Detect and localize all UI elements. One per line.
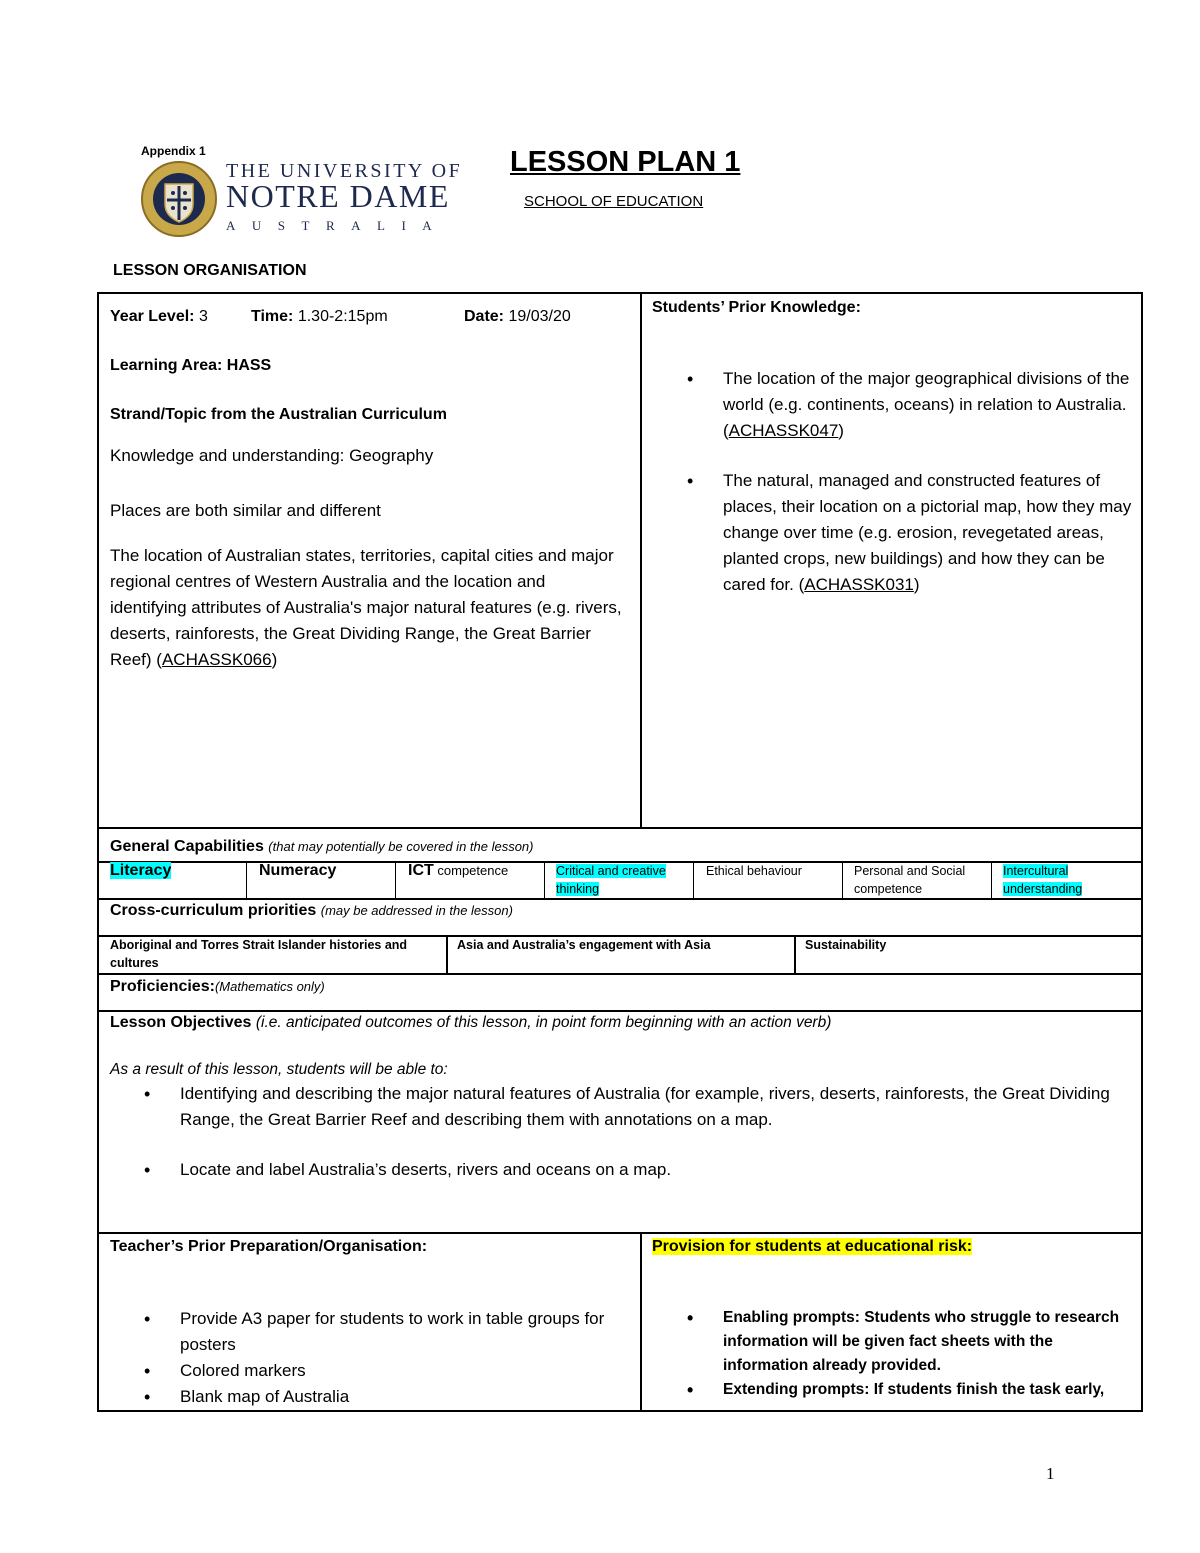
- capabilities-heading: General Capabilities: [110, 838, 264, 855]
- capability-label: Critical and creative thinking: [556, 864, 666, 896]
- section-heading: LESSON ORGANISATION: [113, 262, 307, 279]
- objectives-cell: [110, 1012, 1135, 1183]
- preparation-heading: Teacher’s Prior Preparation/Organisation:: [110, 1238, 428, 1255]
- priority-asia: Asia and Australia’s engagement with Asia: [457, 938, 711, 952]
- capability-ethical: [706, 862, 841, 880]
- time-label: Time:: [251, 308, 294, 325]
- objectives-heading-row: [110, 1012, 1135, 1034]
- preparation-item: • Blank map of Australia: [180, 1384, 620, 1410]
- capability-literacy: [110, 862, 245, 880]
- prior-knowledge-end: ): [913, 575, 920, 594]
- page-number: 1: [1046, 1464, 1055, 1483]
- capability-label-small: competence: [433, 863, 509, 878]
- places-statement: Places are both similar and different: [110, 501, 381, 520]
- capability-label: Intercultural understanding: [1003, 864, 1083, 896]
- capability-numeracy: [259, 862, 394, 880]
- cross-curriculum-heading: Cross-curriculum priorities: [110, 902, 317, 919]
- provision-item: • Extending prompts: If students finish the task early,: [723, 1378, 1135, 1402]
- capability-ict: [408, 862, 543, 880]
- capability-label: Numeracy: [259, 862, 337, 879]
- capability-label: Ethical behaviour: [706, 864, 802, 878]
- proficiencies-note: (Mathematics only): [214, 979, 325, 994]
- year-level-value: 3: [194, 308, 208, 325]
- appendix-label: Appendix 1: [141, 144, 206, 158]
- curriculum-code-link[interactable]: ACHASSK047: [728, 421, 839, 440]
- university-name-line2: NOTRE DAME: [226, 178, 450, 214]
- objective-item: • Locate and label Australia’s deserts, rivers and oceans on a map.: [180, 1157, 1130, 1183]
- prior-knowledge-text: The natural, managed and constructed features of places, their location on a pictorial map, how they may change over time (e.g. erosion, revegetated areas, planted crops, new buildings) and how they can be cared for. (: [723, 471, 1132, 594]
- cross-curriculum-note: (may be addressed in the lesson): [320, 903, 513, 918]
- provision-heading: Provision for students at educational risk:: [652, 1238, 973, 1255]
- objective-item: • Identifying and describing the major natural features of Australia (for example, rivers, deserts, rainforests, the Great Dividing Range, the Great Barrier Reef and describing them with annotations on a map.: [180, 1081, 1130, 1133]
- objectives-intro: As a result of this lesson, students will be able to:: [110, 1061, 448, 1078]
- priority-sustainability: Sustainability: [805, 938, 887, 952]
- university-crest-icon: [140, 160, 218, 238]
- capability-critical-thinking: [556, 862, 666, 898]
- year-level-label: Year Level:: [110, 308, 195, 325]
- provision-cell: [652, 1236, 1137, 1402]
- prior-knowledge-cell: [652, 296, 1137, 598]
- curriculum-description-end: ): [271, 650, 278, 669]
- priority-aboriginal: Aboriginal and Torres Strait Islander histories and cultures: [110, 938, 408, 970]
- strand-heading: Strand/Topic from the Australian Curriculum: [110, 406, 447, 423]
- prior-knowledge-text: The location of the major geographical divisions of the world (e.g. continents, oceans) in relation to Australia. (: [723, 369, 1130, 440]
- curriculum-description: [110, 543, 625, 673]
- curriculum-description-text: The location of Australian states, territories, capital cities and major regional centres of Western Australia and the location and identifying attributes of Australia's major natural features (e.g. rivers, deserts, rainforests, the Great Dividing Range, the Great Barrier Reef) (: [110, 546, 622, 669]
- capability-label: Personal and Social competence: [854, 864, 966, 896]
- cross-curriculum-heading-row: [110, 900, 513, 922]
- date-value: 19/03/20: [504, 308, 571, 325]
- prior-knowledge-item: [723, 366, 1135, 444]
- proficiencies-row: [110, 976, 325, 998]
- university-name-line1: THE UNIVERSITY OF: [226, 160, 463, 182]
- preparation-item: • Provide A3 paper for students to work in table groups for posters: [180, 1306, 620, 1358]
- capability-label: ICT: [408, 862, 434, 879]
- capability-personal-social: [854, 862, 989, 898]
- proficiencies-heading: Proficiencies:: [110, 978, 215, 995]
- time-value: 1.30-2:15pm: [293, 308, 388, 325]
- page-subtitle: SCHOOL OF EDUCATION: [524, 193, 704, 210]
- curriculum-code-link[interactable]: ACHASSK031: [804, 575, 914, 594]
- prior-knowledge-heading: Students’ Prior Knowledge:: [652, 299, 861, 316]
- prior-knowledge-item: [723, 468, 1135, 598]
- preparation-item: • Colored markers: [180, 1358, 620, 1384]
- organisation-cell: [110, 304, 630, 673]
- curriculum-code-link[interactable]: ACHASSK066: [161, 650, 272, 669]
- learning-area: Learning Area: HASS: [110, 357, 272, 374]
- capability-intercultural: [1003, 862, 1103, 898]
- page-title: LESSON PLAN 1: [510, 146, 741, 178]
- prior-knowledge-end: ): [838, 421, 844, 440]
- capabilities-note: (that may potentially be covered in the lesson): [268, 839, 534, 854]
- university-name-line3: AUSTRALIA: [226, 218, 449, 233]
- capability-label: Literacy: [110, 862, 172, 879]
- objectives-note: (i.e. anticipated outcomes of this lesson, in point form beginning with an action verb): [255, 1014, 832, 1031]
- preparation-cell: [110, 1236, 630, 1410]
- date-label: Date:: [464, 308, 505, 325]
- objectives-heading: Lesson Objectives: [110, 1014, 252, 1031]
- knowledge-understanding: Knowledge and understanding: Geography: [110, 446, 434, 465]
- provision-item: • Enabling prompts: Students who struggle to research information will be given fact sheets with the information already provided.: [723, 1306, 1135, 1378]
- capabilities-heading-row: [110, 836, 534, 858]
- lesson-details-row: [110, 304, 630, 330]
